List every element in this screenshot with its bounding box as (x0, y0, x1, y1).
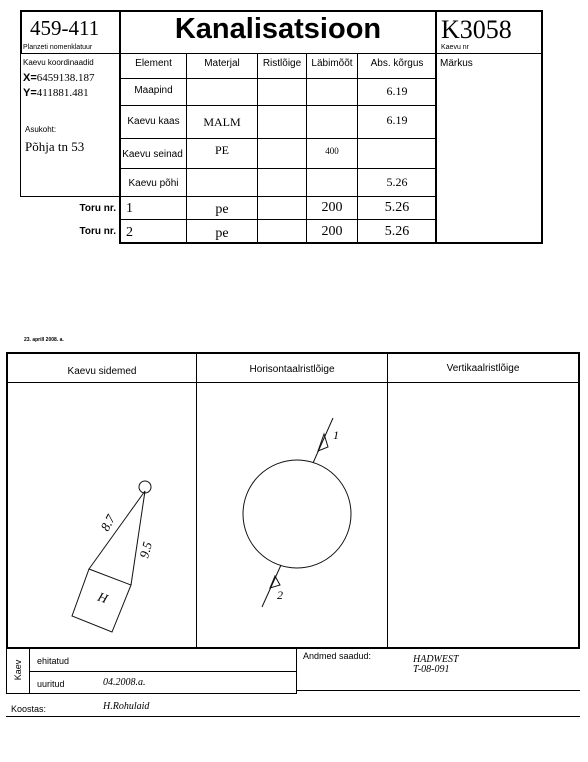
location-value: Põhja tn 53 (25, 139, 85, 154)
pipe-height: 5.26 (384, 200, 410, 215)
nomenclature-value: 459-411 (30, 16, 100, 40)
source-label: Andmed saadud: (303, 651, 372, 661)
building-label: H (95, 588, 110, 607)
well-circle (243, 460, 351, 568)
column-header: Ristlõige (262, 58, 302, 69)
remarks-header: Märkus (440, 58, 473, 69)
nomenclature-label: Planzeti nomenklatuur (23, 44, 93, 51)
well-number-value: K3058 (441, 15, 512, 44)
row-element: Kaevu põhi (128, 178, 179, 189)
pipe-diameter: 200 (321, 224, 343, 239)
footer-line (29, 671, 297, 672)
pipe-label: Toru nr. (79, 203, 116, 214)
row-material: PE (214, 143, 229, 157)
panel-title-horizontal-section: Horisontaalristlõige (249, 364, 335, 375)
footer-line (296, 648, 297, 694)
panel-title-vertical-section: Vertikaalristlõige (446, 363, 520, 374)
coordinate-x-value: 6459138.187 (36, 72, 95, 84)
row-element: Kaevu seinad (122, 149, 183, 160)
compiler-label: Koostas: (11, 704, 47, 714)
pipe-diameter: 200 (321, 200, 343, 215)
well-number-label: Kaevu nr (441, 44, 470, 51)
built-label: ehitatud (37, 656, 70, 666)
pipe-line (313, 418, 333, 463)
location-label: Asukoht: (25, 125, 57, 134)
row-height: 6.19 (386, 113, 408, 127)
page-title: Kanalisatsioon (174, 13, 382, 45)
pipe-material: pe (215, 202, 229, 217)
pipe-height: 5.26 (384, 224, 410, 239)
pipe-number: 2 (126, 225, 133, 240)
footer-line (296, 690, 580, 691)
tie-distance-label: 8.7 (97, 512, 119, 534)
row-material: MALM (203, 115, 241, 129)
coordinate-x-prefix: X= (23, 72, 37, 84)
pipe-material: pe (215, 226, 229, 241)
tie-distance-label: 9.5 (136, 540, 155, 560)
compiler-value: H.Rohulaid (103, 701, 150, 712)
panel-title-connections: Kaevu sidemed (67, 366, 137, 377)
row-height: 6.19 (386, 84, 408, 98)
tie-line (89, 491, 145, 569)
column-header: Läbimõõt (311, 58, 353, 69)
pipe-number-label: 2 (277, 588, 283, 602)
surveyed-label: uuritud (37, 679, 65, 689)
well-section-label: Kaev (13, 659, 23, 681)
row-element: Maapind (134, 85, 173, 96)
source-value-line2: T-08-091 (413, 664, 450, 675)
column-header: Abs. kõrgus (370, 58, 424, 69)
horizontal-section-sketch (243, 418, 351, 607)
coordinate-y-prefix: Y= (23, 87, 37, 99)
tie-line (131, 491, 145, 585)
footer-line (6, 648, 7, 693)
document-date: 23. aprill 2008. a. (24, 337, 64, 343)
coordinate-y-value: 411881.481 (36, 87, 89, 99)
row-element: Kaevu kaas (127, 116, 180, 127)
source-value-line1: HADWEST (413, 654, 459, 665)
surveyed-value: 04.2008.a. (103, 677, 146, 688)
pipe-label: Toru nr. (79, 226, 116, 237)
footer-line (6, 693, 297, 694)
coordinates-label: Kaevu koordinaadid (23, 58, 94, 67)
column-header: Element (135, 58, 172, 69)
pipe-number-label: 1 (333, 428, 339, 442)
row-diameter: 400 (325, 146, 339, 156)
pipe-number: 1 (126, 201, 133, 216)
column-header: Materjal (204, 58, 240, 69)
footer-line (6, 716, 580, 717)
row-height: 5.26 (386, 175, 408, 189)
